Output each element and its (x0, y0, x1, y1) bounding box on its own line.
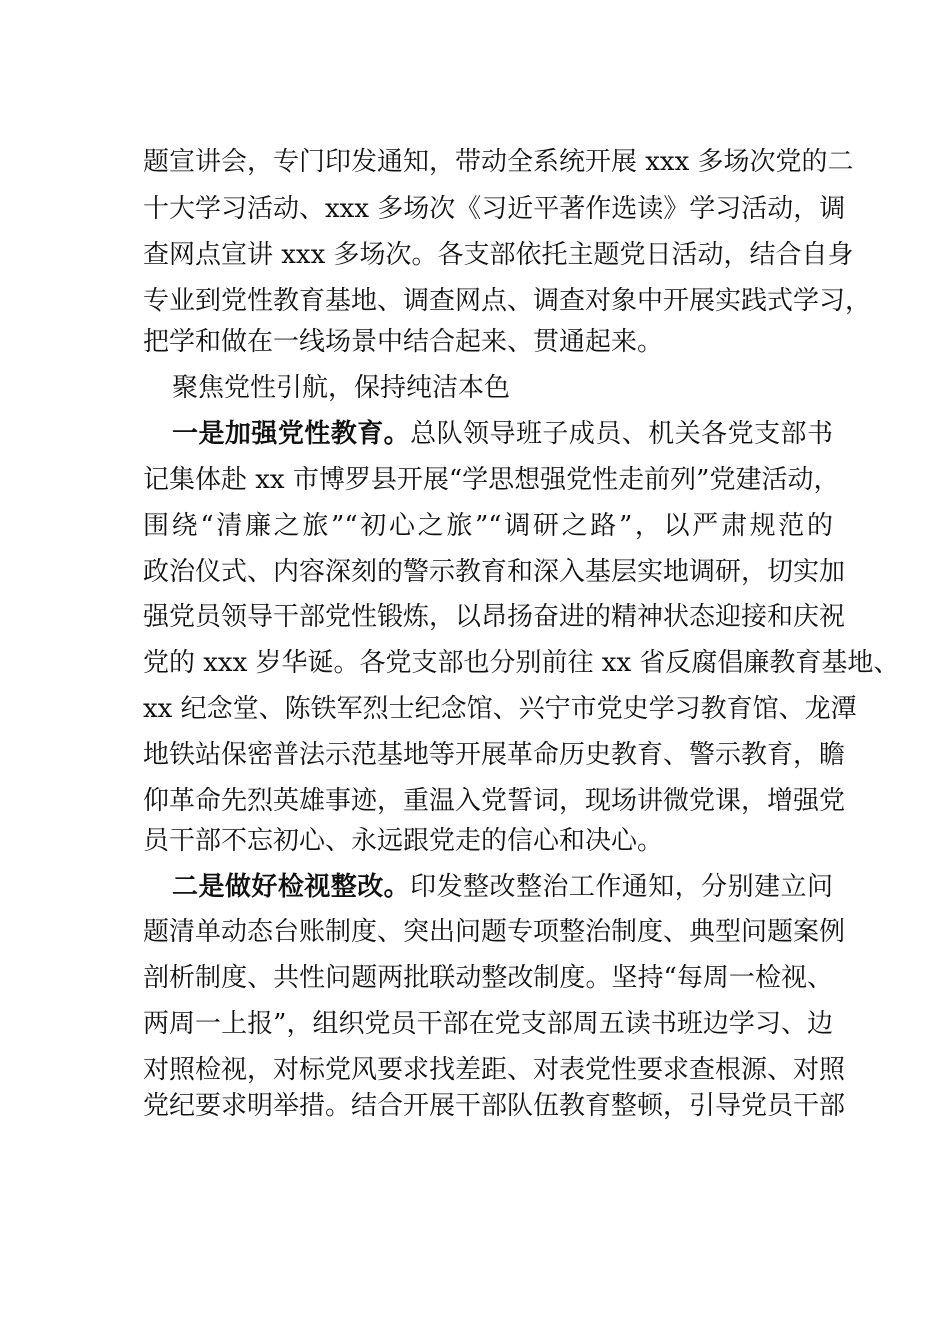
text-line: 把学和做在一线场景中结合起来、贯通起来。 (143, 327, 664, 357)
text-line: 员干部不忘初心、永远跟党走的信心和决心。 (143, 826, 664, 856)
text-line: 两周一上报”，组织党员干部在党支部周五读书班边学习、边 (143, 1009, 833, 1039)
section-heading: 聚焦党性引航，保持纯洁本色 (172, 373, 511, 403)
text-line: 记集体赴 xx 市博罗县开展“学思想强党性走前列”党建活动， (143, 465, 840, 495)
paragraph-first-line (172, 867, 833, 907)
text-segment: 总队领导班子成员、机关各党支部书 (410, 419, 833, 449)
text-line: 强党员领导干部党性锻炼，以昂扬奋进的精神状态迎接和庆祝 (143, 602, 846, 632)
text-line: 围绕“清廉之旅”“初心之旅”“调研之路”，以严肃规范的 (143, 511, 833, 541)
paragraph-lead: 二是做好检视整改。 (172, 872, 411, 902)
text-line: 查网点宣讲 xxx 多场次。各支部依托主题党日活动，结合自身 (143, 240, 854, 270)
text-segment: 印发整改整治工作通知，分别建立问 (410, 872, 833, 902)
text-line: 十大学习活动、xxx 多场次《习近平著作选读》学习活动，调 (143, 194, 846, 224)
text-line: xx 纪念堂、陈铁军烈士纪念馆、兴宁市党史学习教育馆、龙潭 (143, 694, 857, 724)
text-line: 党的 xxx 岁华诞。各党支部也分别前往 xx 省反腐倡廉教育基地、 (143, 648, 900, 678)
paragraph-first-line (172, 414, 833, 454)
paragraph-lead: 一是加强党性教育。 (172, 419, 411, 449)
text-line: 题清单动态台账制度、突出问题专项整治制度、典型问题案例 (143, 917, 846, 947)
text-line: 题宣讲会，专门印发通知，带动全系统开展 xxx 多场次党的二 (143, 147, 854, 177)
text-line: 党纪要求明举措。结合开展干部队伍教育整顿，引导党员干部 (143, 1091, 846, 1121)
text-line: 剖析制度、共性问题两批联动整改制度。坚持“每周一检视、 (143, 963, 833, 993)
text-line: 专业到党性教育基地、调查网点、调查对象中开展实践式学习， (143, 286, 872, 316)
text-line: 政治仪式、内容深刻的警示教育和深入基层实地调研，切实加 (143, 557, 846, 587)
text-line: 对照检视，对标党风要求找差距、对表党性要求查根源、对照 (143, 1055, 846, 1085)
text-line: 仰革命先烈英雄事迹，重温入党誓词，现场讲微党课，增强党 (143, 786, 846, 816)
text-line: 地铁站保密普法示范基地等开展革命历史教育、警示教育，瞻 (143, 740, 846, 770)
